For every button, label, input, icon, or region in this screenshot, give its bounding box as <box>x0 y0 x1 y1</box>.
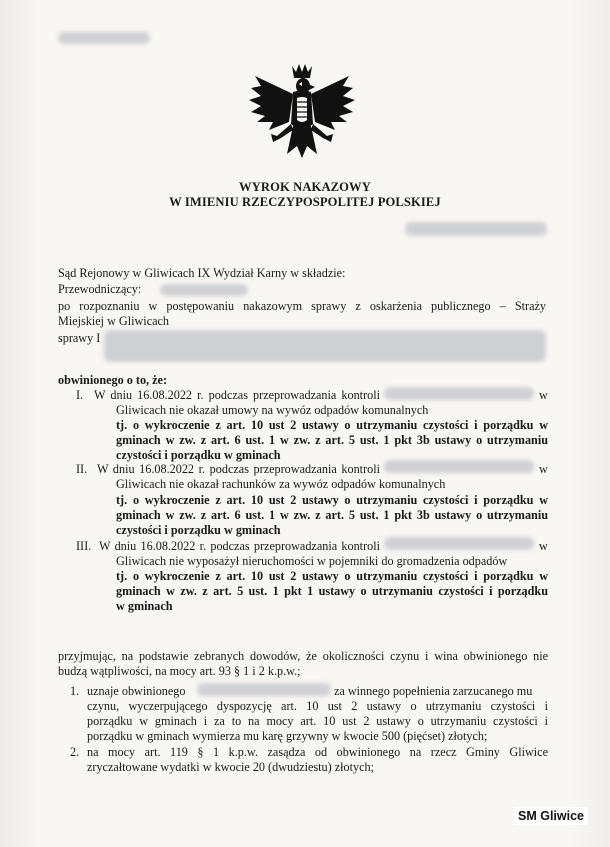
redacted-address-2 <box>384 460 534 473</box>
charge-legal-basis: tj. o wykroczenie z art. 10 ust 2 ustawy o utrzymaniu czystości i porządku w <box>116 569 548 583</box>
redacted-address-3 <box>384 537 534 550</box>
charge-legal-basis: czystości i porządku w gminach <box>116 448 281 462</box>
charge-text: Gliwicach nie okazał umowy na wywóz odpadów komunalnych <box>116 403 429 417</box>
ruling-number: 2. <box>70 745 80 759</box>
charge-text: Gliwicach nie wyposażył nieruchomości w pojemniki do gromadzenia odpadów <box>116 554 508 568</box>
court-line: Sąd Rejonowy w Gliwicach IX Wydział Karny w składzie: <box>58 266 346 280</box>
charge-text-end: w <box>539 462 548 476</box>
charge-text: W dniu 16.08.2022 r. podczas przeprowadzania kontroli <box>94 388 380 402</box>
ruling-text: za winnego popełnienia zarzucanego mu <box>334 684 533 698</box>
redacted-top-left <box>58 32 150 44</box>
charge-number: II. <box>76 462 88 476</box>
finding-text: budzą wątpliwości, na mocy art. 93 § 1 i 2 k.p.w.; <box>58 664 301 678</box>
charge-legal-basis: gminach w zw. z art. 6 ust. 1 w zw. z art. 5 ust. 1 pkt 3b ustawy o utrzymaniu <box>116 433 548 447</box>
source-watermark: SM Gliwice <box>514 807 588 825</box>
court-proceedings-line: po rozpoznaniu w postępowaniu nakazowym sprawy z oskarżenia publicznego – Straży <box>58 299 546 313</box>
charge-text-end: w <box>539 539 548 553</box>
document-title: WYROK NAKAZOWY <box>239 180 371 194</box>
polish-eagle-emblem-icon <box>247 62 357 174</box>
finding-text: przyjmując, na podstawie zebranych dowodów, że okoliczności czynu i wina obwinionego nie <box>58 649 548 663</box>
charge-legal-basis: w gminach <box>116 599 173 613</box>
ruling-text: uznaje obwinionego <box>87 684 186 698</box>
charge-legal-basis: czystości i porządku w gminach <box>116 523 281 537</box>
accused-heading: obwinionego o to, że: <box>58 373 168 387</box>
redacted-accused-name <box>197 683 331 696</box>
ruling-text: na mocy art. 119 § 1 k.p.w. zasądza od obwinionego na rzecz Gminy Gliwice <box>87 745 548 759</box>
charge-legal-basis: gminach w zw. z art. 5 ust. 1 pkt 1 ustawy o utrzymaniu czystości i porządku <box>116 584 548 598</box>
charge-number: III. <box>76 539 92 553</box>
redacted-address-1 <box>384 387 534 400</box>
redacted-case-party <box>104 330 546 362</box>
court-presiding-label: Przewodniczący: <box>58 282 142 296</box>
charge-legal-basis: tj. o wykroczenie z art. 10 ust 2 ustawy o utrzymaniu czystości i porządku w <box>116 493 548 507</box>
ruling-text: porządku w gminach i za to na mocy art. 10 ust 2 ustawy o utrzymaniu czystości i <box>87 714 548 728</box>
redacted-case-number <box>405 222 547 236</box>
document-subtitle: W IMIENIU RZECZYPOSPOLITEJ POLSKIEJ <box>169 195 441 209</box>
charge-number: I. <box>76 388 84 402</box>
ruling-text: zryczałtowane wydatki w kwocie 20 (dwudziestu) złotych; <box>87 760 374 774</box>
case-label: sprawy I <box>58 331 101 345</box>
charge-text: W dniu 16.08.2022 r. podczas przeprowadzania kontroli <box>99 539 380 553</box>
ruling-number: 1. <box>70 684 80 698</box>
redacted-judge-name <box>160 284 248 296</box>
charge-text: Gliwicach nie okazał rachunków za wywóz odpadów komunalnych <box>116 477 446 491</box>
court-proceedings-line-2: Miejskiej w Gliwicach <box>58 314 170 328</box>
ruling-text: czynu, wyczerpującego dyspozycję art. 10 ust 2 ustawy o utrzymaniu czystości i <box>87 699 548 713</box>
ruling-text: porządku w gminach wymierza mu karę grzywny w kwocie 500 (pięćset) złotych; <box>87 729 488 743</box>
charge-legal-basis: tj. o wykroczenie z art. 10 ust 2 ustawy o utrzymaniu czystości i porządku w <box>116 418 548 432</box>
charge-text: W dniu 16.08.2022 r. podczas przeprowadzania kontroli <box>97 462 380 476</box>
charge-legal-basis: gminach w zw. z art. 6 ust. 1 w zw. z art. 5 ust. 1 pkt 3b ustawy o utrzymaniu <box>116 508 548 522</box>
charge-text-end: w <box>539 388 548 402</box>
